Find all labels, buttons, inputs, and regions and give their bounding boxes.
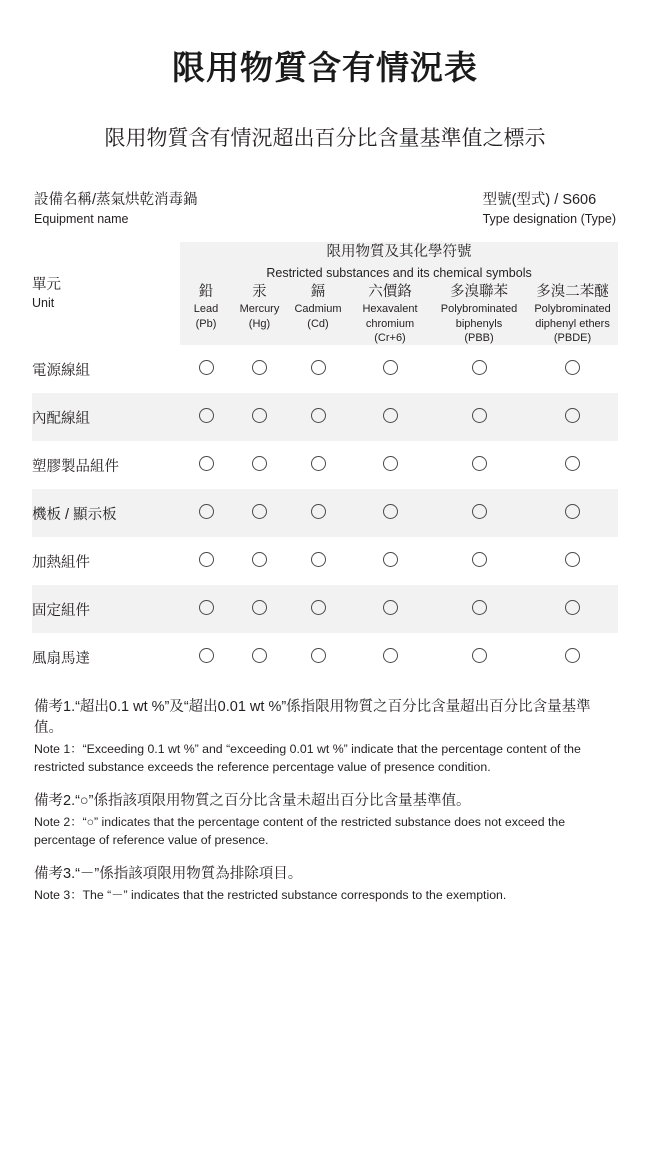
- circle-icon: [311, 648, 326, 663]
- circle-icon: [565, 360, 580, 375]
- circle-icon: [199, 648, 214, 663]
- circle-icon: [252, 600, 267, 615]
- circle-icon: [311, 360, 326, 375]
- circle-icon: [565, 408, 580, 423]
- table-row: [32, 489, 618, 537]
- cell-value: [232, 393, 287, 441]
- notes-section: [32, 697, 618, 904]
- substance-header-mercury: [232, 283, 287, 345]
- cell-value: [232, 537, 287, 585]
- circle-icon: [199, 552, 214, 567]
- circle-icon: [565, 456, 580, 471]
- circle-icon: [311, 408, 326, 423]
- cell-value: [527, 585, 618, 633]
- cell-value: [232, 489, 287, 537]
- cell-value: [527, 441, 618, 489]
- substance-zh: 多溴二苯醚: [536, 283, 609, 300]
- substance-header-hexavalent-chromium: [349, 283, 431, 345]
- circle-icon: [472, 408, 487, 423]
- cell-value: [349, 441, 431, 489]
- equipment-name-block: [34, 190, 198, 229]
- cell-value: [431, 537, 527, 585]
- circle-icon: [565, 504, 580, 519]
- circle-icon: [472, 456, 487, 471]
- cell-value: [287, 633, 349, 681]
- note-2-en: Note 2：“○” indicates that the percentage content of the restricted substance does not exceed the percentage of reference value of presence.: [34, 815, 566, 847]
- cell-value: [431, 585, 527, 633]
- row-label: 機板 / 顯示板: [32, 489, 180, 537]
- cell-value: [527, 393, 618, 441]
- cell-value: [287, 489, 349, 537]
- cell-value: [232, 585, 287, 633]
- substance-zh: 六價鉻: [368, 283, 412, 300]
- type-designation-block: [483, 190, 616, 229]
- group-header-en: Restricted substances and its chemical symbols: [266, 266, 532, 281]
- table-head: [32, 242, 618, 345]
- substance-header-pbde: [527, 283, 618, 345]
- type-designation-en: Type designation (Type): [482, 211, 616, 226]
- table-row: [32, 633, 618, 681]
- cell-value: [431, 441, 527, 489]
- row-label: 加熱組件: [32, 537, 180, 585]
- circle-icon: [252, 552, 267, 567]
- circle-icon: [311, 456, 326, 471]
- circle-icon: [199, 408, 214, 423]
- substance-en: Mercury: [239, 303, 280, 316]
- table-row: [32, 585, 618, 633]
- cell-value: [431, 633, 527, 681]
- circle-icon: [199, 360, 214, 375]
- row-label: 塑膠製品組件: [32, 441, 180, 489]
- cell-value: [349, 345, 431, 393]
- unit-header-zh: 單元: [32, 277, 61, 294]
- row-label: 風扇馬達: [32, 633, 180, 681]
- circle-icon: [565, 648, 580, 663]
- circle-icon: [472, 600, 487, 615]
- cell-value: [180, 393, 232, 441]
- cell-value: [287, 393, 349, 441]
- cell-value: [287, 345, 349, 393]
- circle-icon: [565, 600, 580, 615]
- cell-value: [287, 585, 349, 633]
- note-1: [34, 697, 616, 776]
- equipment-name-zh: 設備名稱/蒸氣烘乾消毒鍋: [34, 191, 198, 208]
- cell-value: [431, 345, 527, 393]
- type-designation-zh: 型號(型式) / S606: [482, 191, 597, 208]
- substance-header-lead: [180, 283, 232, 345]
- note-2: [34, 791, 616, 849]
- unit-header-en: Unit: [32, 296, 55, 311]
- circle-icon: [472, 648, 487, 663]
- substance-zh: 多溴聯苯: [450, 283, 508, 300]
- page-subtitle: 限用物質含有情況超出百分比含量基準值之標示: [104, 126, 546, 150]
- circle-icon: [252, 504, 267, 519]
- restricted-substances-table: [32, 242, 618, 681]
- table-row: [32, 441, 618, 489]
- cell-value: [431, 489, 527, 537]
- note-3-zh: 備考3.“－”係指該項限用物質為排除項目。: [34, 866, 303, 883]
- table-row: [32, 393, 618, 441]
- circle-icon: [199, 600, 214, 615]
- substance-symbol: (PBDE): [553, 332, 592, 345]
- circle-icon: [565, 552, 580, 567]
- cell-value: [349, 489, 431, 537]
- row-label: 固定組件: [32, 585, 180, 633]
- row-label: 電源線組: [32, 345, 180, 393]
- circle-icon: [311, 552, 326, 567]
- circle-icon: [383, 552, 398, 567]
- row-label: 內配線組: [32, 393, 180, 441]
- substance-symbol: (PBB): [464, 332, 494, 345]
- cell-value: [232, 441, 287, 489]
- circle-icon: [199, 504, 214, 519]
- substance-symbol: (Hg): [248, 317, 271, 330]
- page-title: 限用物質含有情況表: [172, 49, 478, 86]
- table-row: [32, 537, 618, 585]
- cell-value: [180, 345, 232, 393]
- circle-icon: [472, 360, 487, 375]
- cell-value: [180, 489, 232, 537]
- circle-icon: [311, 600, 326, 615]
- circle-icon: [252, 360, 267, 375]
- equipment-meta: [32, 190, 618, 229]
- circle-icon: [472, 504, 487, 519]
- group-header-cell: [180, 242, 618, 283]
- circle-icon: [472, 552, 487, 567]
- substance-symbol: (Pb): [195, 317, 217, 330]
- note-2-zh: 備考2.“○”係指該項限用物質之百分比含量未超出百分比含量基準值。: [34, 793, 471, 810]
- cell-value: [287, 537, 349, 585]
- cell-value: [180, 441, 232, 489]
- circle-icon: [383, 360, 398, 375]
- substance-en: Polybrominated diphenyl ethers: [534, 303, 611, 330]
- substance-zh: 鎘: [310, 283, 326, 300]
- circle-icon: [252, 408, 267, 423]
- unit-header-cell: [32, 242, 180, 345]
- circle-icon: [311, 504, 326, 519]
- note-3: [34, 864, 616, 904]
- note-3-en: Note 3：The “－” indicates that the restricted substance corresponds to the exemption.: [34, 888, 507, 903]
- substance-en: Polybrominated biphenyls: [440, 303, 518, 330]
- rohs-declaration-page: [0, 48, 650, 905]
- substance-en: Lead: [193, 303, 219, 316]
- substance-en: Hexavalent chromium: [362, 303, 418, 330]
- cell-value: [527, 489, 618, 537]
- note-1-zh: 備考1.“超出0.1 wt %”及“超出0.01 wt %”係指限用物質之百分比含量超出百分比含量基準值。: [34, 699, 591, 737]
- cell-value: [180, 633, 232, 681]
- group-header-zh: 限用物質及其化學符號: [326, 244, 472, 261]
- circle-icon: [383, 456, 398, 471]
- substance-header-cadmium: [287, 283, 349, 345]
- cell-value: [349, 393, 431, 441]
- cell-value: [287, 441, 349, 489]
- substance-en: Cadmium: [294, 303, 342, 316]
- circle-icon: [383, 408, 398, 423]
- cell-value: [349, 633, 431, 681]
- cell-value: [180, 537, 232, 585]
- cell-value: [232, 345, 287, 393]
- substance-symbol: (Cd): [307, 317, 329, 330]
- cell-value: [527, 345, 618, 393]
- circle-icon: [383, 600, 398, 615]
- cell-value: [349, 585, 431, 633]
- cell-value: [527, 537, 618, 585]
- circle-icon: [199, 456, 214, 471]
- cell-value: [349, 537, 431, 585]
- circle-icon: [383, 504, 398, 519]
- cell-value: [431, 393, 527, 441]
- note-1-en: Note 1：“Exceeding 0.1 wt %” and “exceeding 0.01 wt %” indicate that the percentage content of the restricted substance exceeds the reference percentage value of presence condition.: [34, 742, 581, 774]
- substance-zh: 汞: [252, 283, 267, 300]
- substance-symbol: (Cr+6): [374, 332, 406, 345]
- circle-icon: [252, 456, 267, 471]
- table-body: [32, 345, 618, 681]
- cell-value: [180, 585, 232, 633]
- substance-zh: 鉛: [198, 283, 214, 300]
- circle-icon: [383, 648, 398, 663]
- equipment-name-en: Equipment name: [34, 211, 129, 226]
- substance-header-pbb: [431, 283, 527, 345]
- table-row: [32, 345, 618, 393]
- cell-value: [232, 633, 287, 681]
- cell-value: [527, 633, 618, 681]
- circle-icon: [252, 648, 267, 663]
